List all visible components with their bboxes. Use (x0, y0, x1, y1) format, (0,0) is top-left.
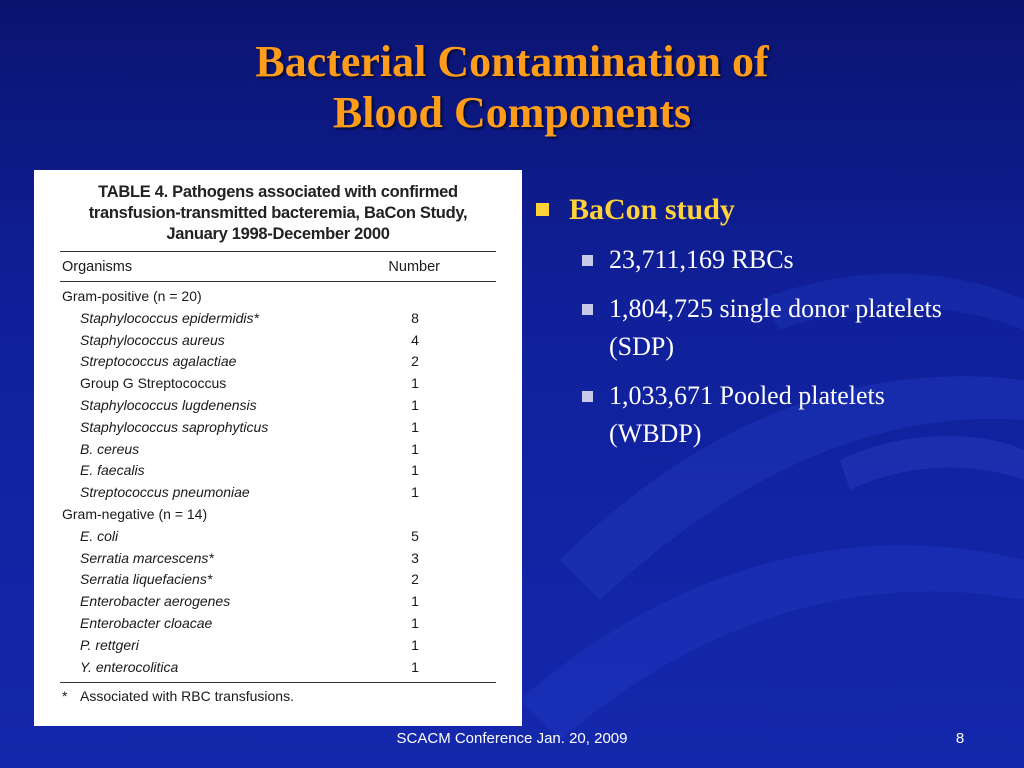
organism-cell: Staphylococcus aureus (80, 331, 225, 348)
bullet-level2 (582, 290, 1006, 366)
organism-cell: Gram-negative (n = 14) (62, 505, 208, 522)
number-cell: 1 (411, 614, 419, 631)
organism-cell: Gram-positive (n = 20) (62, 288, 202, 304)
table-body (60, 282, 496, 678)
number-cell: 2 (411, 353, 419, 370)
square-bullet-icon (582, 304, 593, 315)
table-row (60, 330, 496, 352)
pathogen-table (34, 170, 522, 726)
organism-cell: Group G Streptococcus (80, 375, 227, 392)
organism-cell: Streptococcus agalactiae (80, 353, 237, 370)
number-cell: 1 (411, 440, 419, 457)
bullet-level2 (582, 377, 1006, 453)
bullet-text: 23,711,169 RBCs (609, 245, 794, 274)
organism-cell: E. faecalis (80, 462, 145, 479)
square-bullet-icon (582, 255, 593, 266)
number-cell: 2 (411, 571, 419, 588)
header-number: Number (388, 259, 440, 275)
table-row (60, 286, 496, 308)
organism-cell: Staphylococcus lugdenensis (80, 396, 257, 413)
table-caption-line-2: transfusion-transmitted bacteremia, BaCon Study, (88, 204, 468, 222)
number-cell: 3 (411, 549, 419, 566)
table-row (60, 591, 496, 613)
number-cell: 1 (411, 396, 419, 413)
number-cell: 8 (411, 309, 419, 326)
bullet-list (536, 190, 1006, 453)
number-cell: 1 (411, 375, 419, 392)
organism-cell: P. rettgeri (80, 636, 139, 653)
footnote-text: Associated with RBC transfusions. (80, 688, 294, 705)
organism-cell: Enterobacter cloacae (80, 614, 213, 631)
table-caption (60, 182, 496, 245)
table-row (60, 482, 496, 504)
table-row (60, 417, 496, 439)
table-row (60, 373, 496, 395)
bullet-level1-text: BaCon study (569, 193, 735, 226)
header-organisms: Organisms (62, 259, 133, 275)
number-cell: 1 (411, 484, 419, 501)
table-caption-line-3: January 1998-December 2000 (166, 225, 390, 243)
organism-cell: Enterobacter aerogenes (80, 593, 231, 610)
table-row (60, 548, 496, 570)
bullet-text: 1,033,671 Pooled platelets (WBDP) (609, 381, 885, 448)
table-row (60, 635, 496, 657)
table-row (60, 526, 496, 548)
organism-cell: E. coli (80, 527, 119, 544)
title-line-1: Bacterial Contamination of (255, 37, 769, 86)
bullet-level2 (582, 241, 1006, 279)
table-row (60, 395, 496, 417)
number-cell: 1 (411, 658, 419, 675)
table-header (60, 252, 496, 282)
number-cell: 5 (411, 527, 419, 544)
organism-cell: Serratia liquefaciens* (80, 571, 213, 588)
bullet-text: 1,804,725 single donor platelets (SDP) (609, 294, 942, 361)
bullet-level1 (536, 190, 1006, 230)
table-caption-line-1: TABLE 4. Pathogens associated with confirmed (98, 183, 458, 201)
page-number: 8 (955, 730, 965, 747)
organism-cell: Serratia marcescens* (80, 549, 214, 566)
table-row (60, 613, 496, 635)
slide-footer: SCACM Conference Jan. 20, 2009 (396, 730, 628, 747)
organism-cell: Staphylococcus epidermidis* (80, 309, 259, 326)
organism-cell: B. cereus (80, 440, 140, 457)
title-line-2: Blood Components (332, 88, 692, 137)
table-row (60, 308, 496, 330)
number-cell: 1 (411, 462, 419, 479)
organism-cell: Staphylococcus saprophyticus (80, 418, 269, 435)
number-cell: 1 (411, 636, 419, 653)
table-row (60, 460, 496, 482)
organism-cell: Streptococcus pneumoniae (80, 484, 250, 501)
table-row (60, 657, 496, 679)
square-bullet-icon (582, 391, 593, 402)
table-footnote (60, 682, 496, 707)
footnote-marker: * (62, 688, 68, 705)
table-row (60, 569, 496, 591)
number-cell (400, 504, 430, 526)
table-row (60, 439, 496, 461)
number-cell: 4 (411, 331, 419, 348)
organism-cell: Y. enterocolitica (80, 658, 179, 675)
table-row (60, 351, 496, 373)
number-cell: 1 (411, 418, 419, 435)
slide-title (0, 36, 1024, 138)
table-row (60, 504, 496, 526)
number-cell: 1 (411, 593, 419, 610)
square-bullet-icon (536, 203, 549, 216)
number-cell (400, 286, 430, 308)
